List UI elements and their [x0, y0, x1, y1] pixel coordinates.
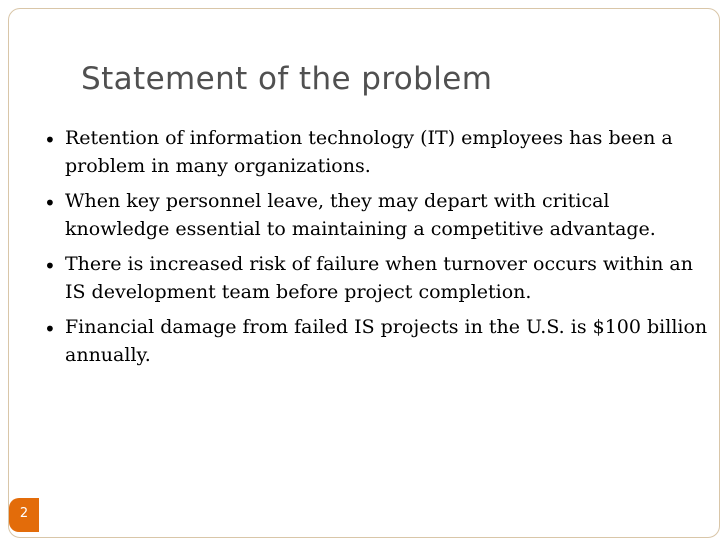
bullet-icon: • [44, 317, 56, 341]
bullet-text: Retention of information technology (IT) employees has been a problem in many organizations. [65, 127, 673, 177]
bullet-text: Financial damage from failed IS projects in the U.S. is $100 billion annually. [65, 316, 708, 366]
page-number-badge [9, 498, 39, 532]
bullet-icon: • [44, 128, 56, 152]
bullet-text: When key personnel leave, they may depart with critical knowledge essential to maintaining a competitive advantage. [65, 190, 656, 240]
bullet-item [40, 250, 712, 306]
bullet-icon: • [44, 254, 56, 278]
bullet-item [40, 124, 712, 180]
bullet-item [40, 313, 712, 369]
bullet-text: There is increased risk of failure when turnover occurs within an IS development team before project completion. [65, 253, 693, 303]
bullet-list [40, 124, 712, 376]
slide-title: Statement of the problem [81, 61, 493, 97]
page-number: 2 [19, 506, 29, 521]
bullet-item [40, 187, 712, 243]
bullet-icon: • [44, 191, 56, 215]
